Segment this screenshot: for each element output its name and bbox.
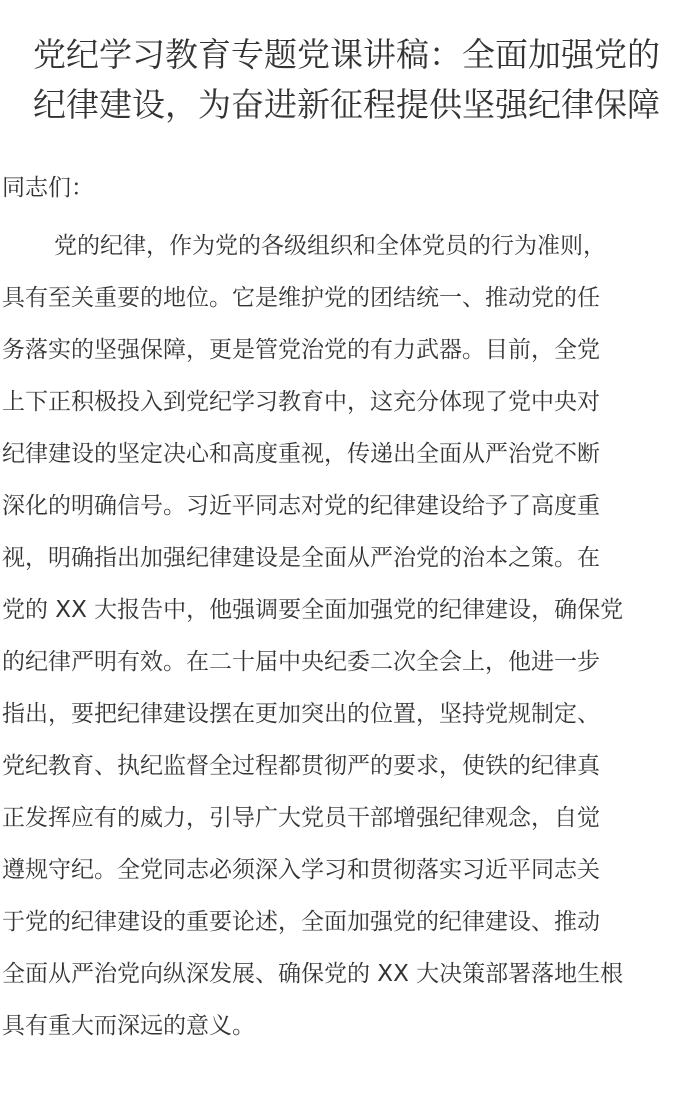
paragraph-line: 纪律建设的坚定决心和高度重视，传递出全面从严治党不断 [2,441,600,467]
paragraph-line: 的纪律严明有效。在二十届中央纪委二次全会上，他进一步 [2,649,600,675]
paragraph-line: 具有重大而深远的意义。 [2,1013,255,1039]
paragraph-line: 深化的明确信号。习近平同志对党的纪律建设给予了高度重 [2,493,600,519]
paragraph-line: 于党的纪律建设的重要论述，全面加强党的纪律建设、推动 [2,909,600,935]
body-paragraph [2,220,691,1052]
paragraph-line: 正发挥应有的威力，引导广大党员干部增强纪律观念，自觉 [2,805,600,831]
paragraph-line: 党纪教育、执纪监督全过程都贯彻严的要求，使铁的纪律真 [2,753,600,779]
paragraph-line: 上下正积极投入到党纪学习教育中，这充分体现了党中央对 [2,389,600,415]
paragraph-line: 具有至关重要的地位。它是维护党的团结统一、推动党的任 [2,285,600,311]
paragraph-line: 党的 XX 大报告中，他强调要全面加强党的纪律建设，确保党 [2,597,624,623]
paragraph-line: 务落实的坚强保障，更是管党治党的有力武器。目前，全党 [2,337,600,363]
paragraph-line: 视，明确指出加强纪律建设是全面从严治党的治本之策。在 [2,545,600,571]
title-line-2: 纪律建设，为奋进新征程提供坚强纪律保障 [33,85,660,124]
title-line-1: 党纪学习教育专题党课讲稿：全面加强党的 [33,35,660,74]
paragraph-line: 党的纪律，作为党的各级组织和全体党员的行为准则， [54,233,606,259]
document-title [2,30,691,130]
paragraph-line: 全面从严治党向纵深发展、确保党的 XX 大决策部署落地生根 [2,961,624,987]
paragraph-line: 遵规守纪。全党同志必须深入学习和贯彻落实习近平同志关 [2,857,600,883]
salutation: 同志们： [2,175,94,201]
paragraph-line: 指出，要把纪律建设摆在更加突出的位置，坚持党规制定、 [2,701,600,727]
